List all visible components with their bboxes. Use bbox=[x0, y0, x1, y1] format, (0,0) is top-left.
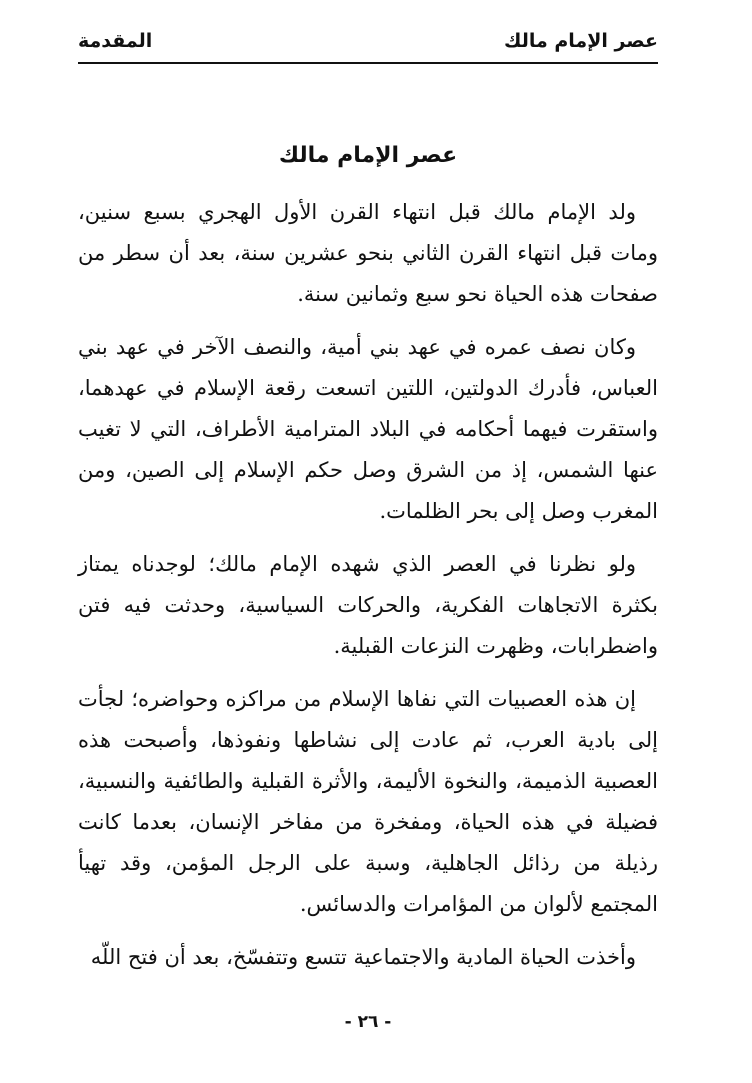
body-text bbox=[78, 192, 658, 990]
section-title: المقدمة bbox=[78, 30, 153, 52]
paragraph: إن هذه العصبيات التي نفاها الإسلام من مراكزه وحواضره؛ لجأت إلى بادية العرب، ثم عادت إلى نشاطها ونفوذها، وأصبحت هذه العصبية الذميمة، والنخوة الأليمة، والأثرة القبلية والطائفية والنسبية، فضيلة في هذه الحياة، ومفخرة من مفاخر الإنسان، بعدما كانت رذيلة من رذائل الجاهلية، وسبة على الرجل المؤمن، وقد تهيأ المجتمع لألوان من المؤامرات والدسائس. bbox=[78, 687, 658, 916]
running-header bbox=[78, 28, 658, 62]
paragraph: وكان نصف عمره في عهد بني أمية، والنصف الآخر في عهد بني العباس، فأدرك الدولتين، اللتين اتسعت رقعة الإسلام في عهدهما، واستقرت فيهما أحكامه في البلاد المترامية الأطراف، التي لا تغيب عنها الشمس، إذ من الشرق وصل حكم الإسلام إلى الصين، ومن المغرب وصل إلى بحر الظلمات. bbox=[78, 335, 658, 523]
paragraph: وأخذت الحياة المادية والاجتماعية تتسع وتتفسّخ، بعد أن فتح اللّه bbox=[90, 945, 636, 969]
paragraph: ولو نظرنا في العصر الذي شهده الإمام مالك؛ لوجدناه يمتاز بكثرة الاتجاهات الفكرية، والحركات السياسية، وحدثت فيه فتن واضطرابات، وظهرت النزعات القبلية. bbox=[78, 552, 658, 658]
page-number: - ٢٦ - bbox=[344, 1012, 392, 1032]
chapter-title: عصر الإمام مالك bbox=[278, 143, 458, 168]
paragraph: ولد الإمام مالك قبل انتهاء القرن الأول الهجري بسبع سنين، ومات قبل انتهاء القرن الثاني بنحو عشرين سنة، بعد أن سطر من صفحات هذه الحياة نحو سبع وثمانين سنة. bbox=[78, 200, 658, 306]
header-rule bbox=[78, 62, 658, 64]
book-title: عصر الإمام مالك bbox=[504, 30, 658, 52]
